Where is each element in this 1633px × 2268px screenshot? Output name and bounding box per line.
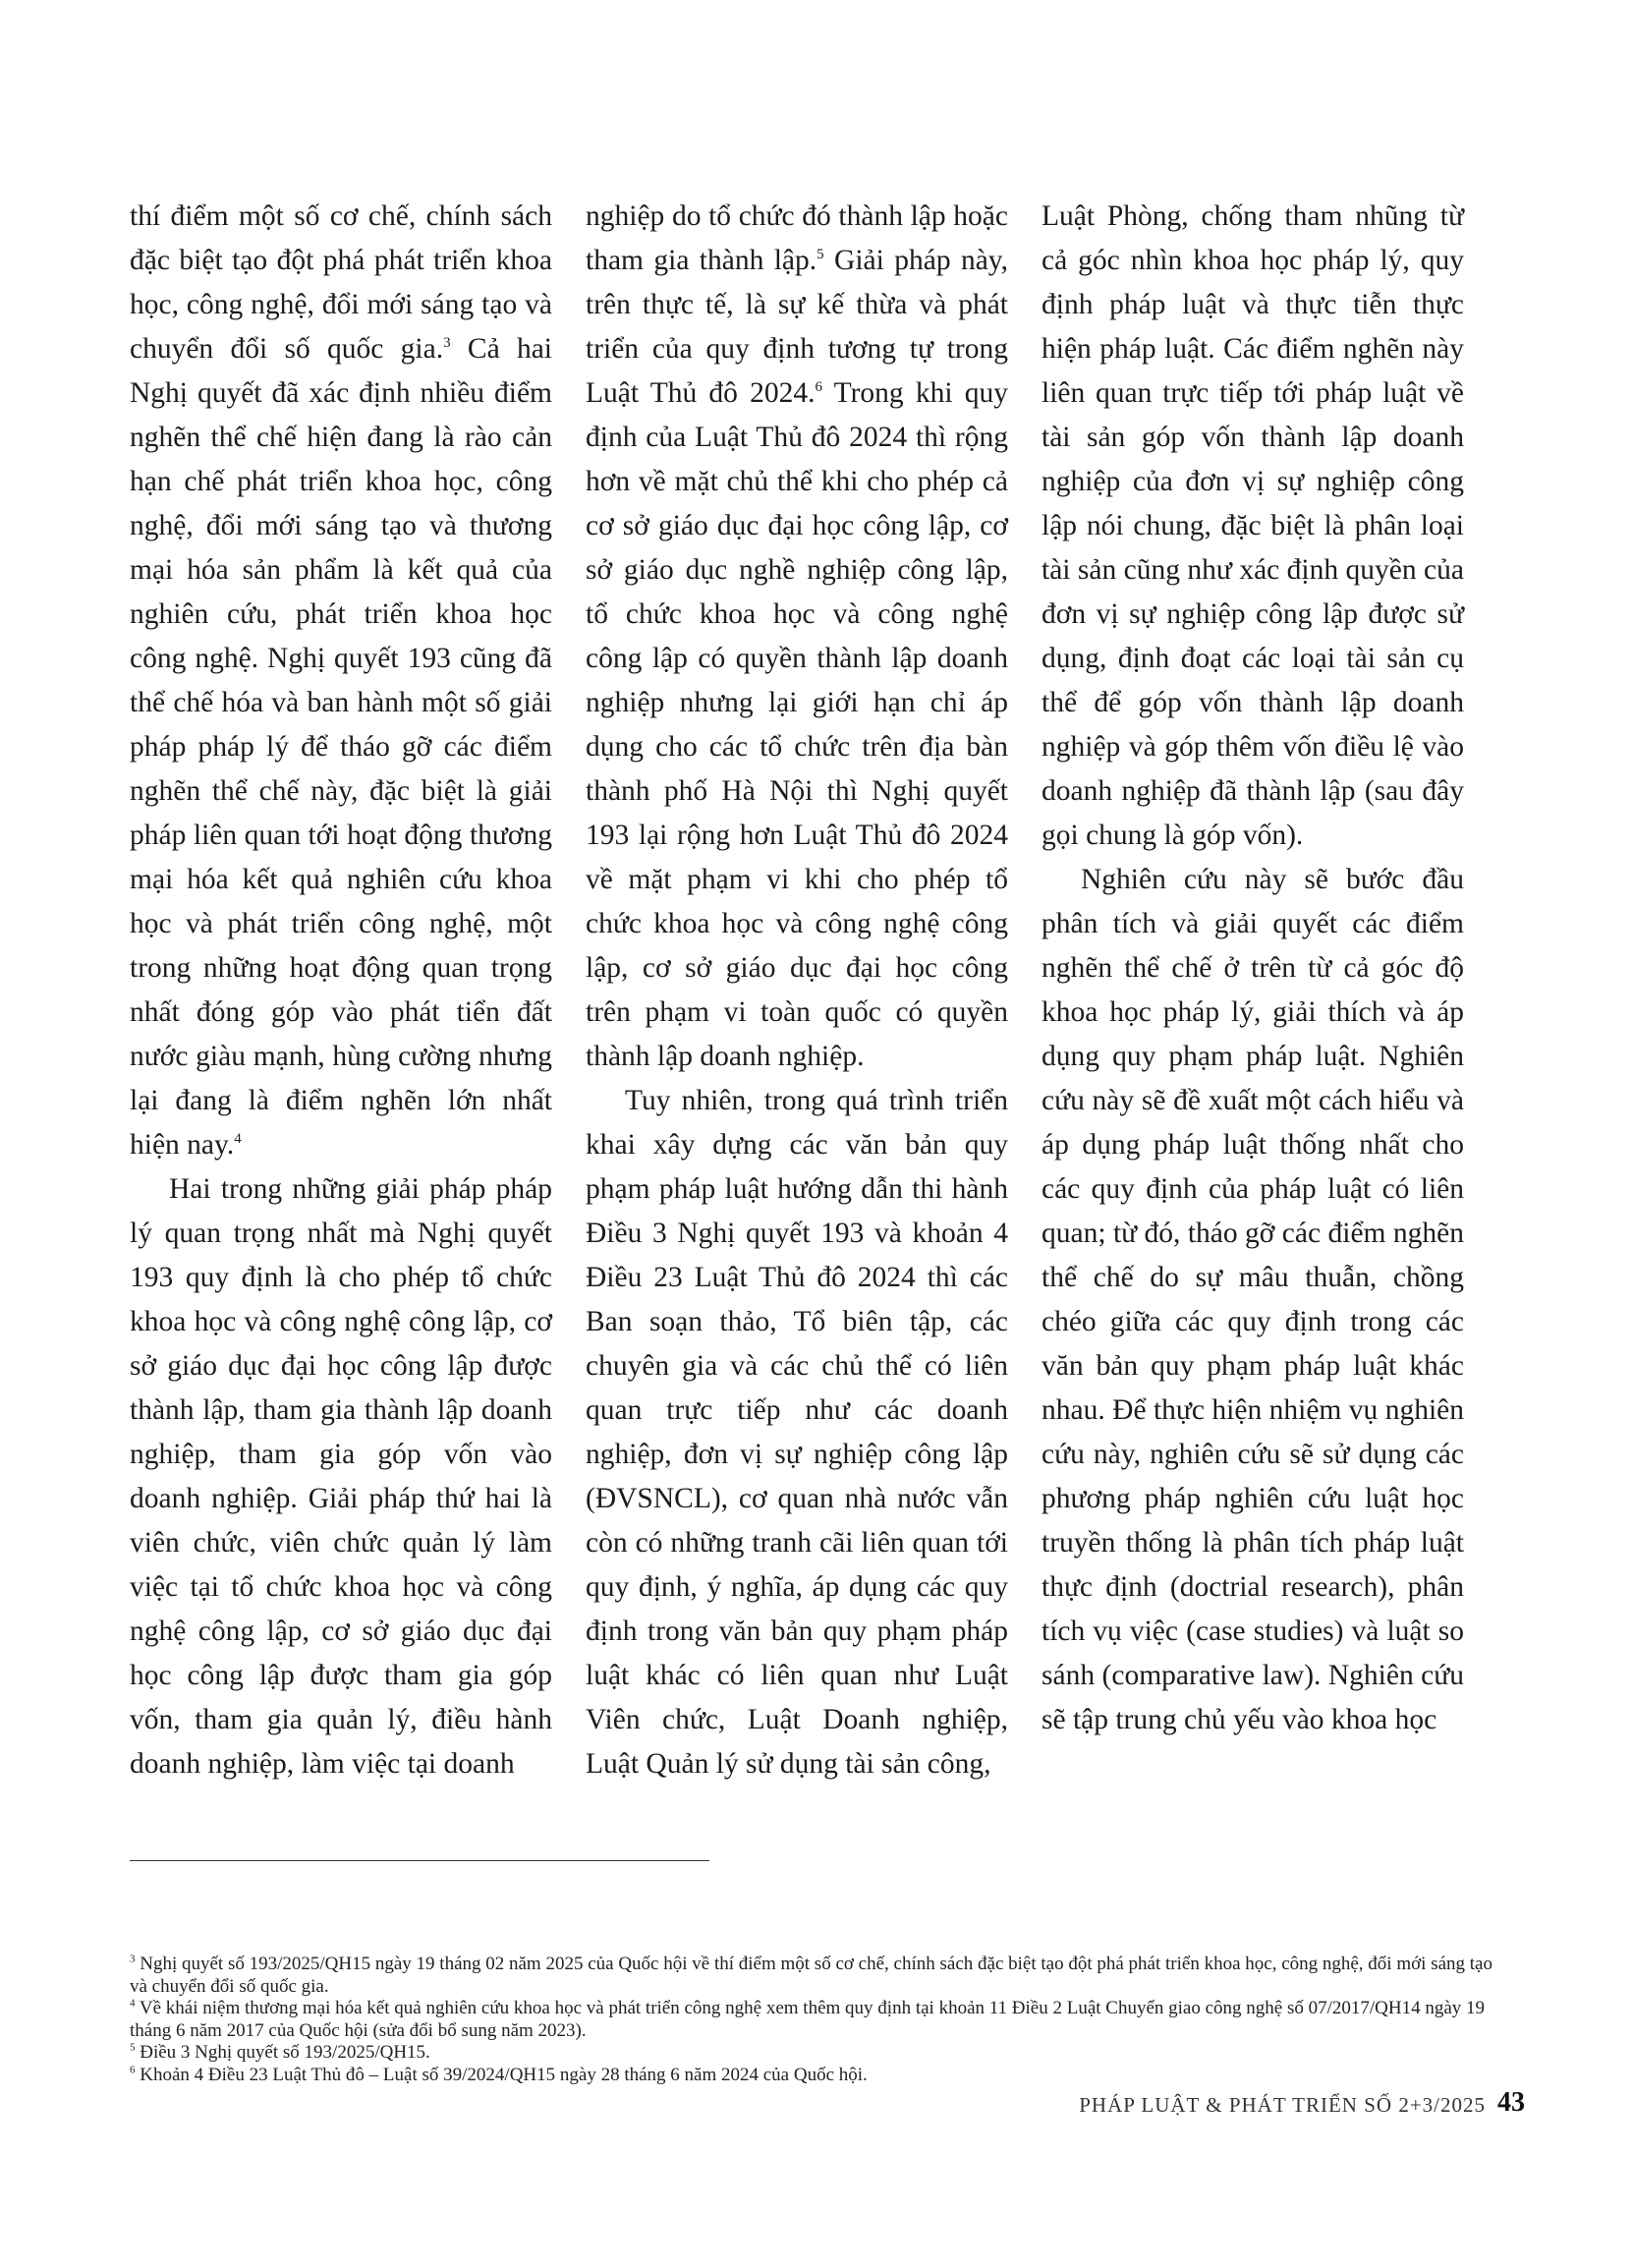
footnote-number: 5 (130, 2041, 136, 2054)
footnote-text: Về khái niệm thương mại hóa kết quả nghiên cứu khoa học và phát triển công nghệ xem thêm quy định tại khoản 11 Điều 2 Luật Chuyển giao công nghệ số 07/2017/QH14 ngày 19 tháng 6 năm 2017 của Quốc hội (sửa đổi bổ sung năm 2023). (130, 1998, 1486, 2041)
footnote-ref[interactable]: 6 (815, 379, 822, 396)
paragraph (586, 195, 1008, 1079)
paragraph: Nghiên cứu này sẽ bước đầu phân tích và giải quyết các điểm nghẽn thể chế ở trên từ cả góc độ khoa học pháp lý, giải thích và áp dụng quy phạm pháp luật. Nghiên cứu này sẽ đề xuất một cách hiểu và áp dụng pháp luật thống nhất cho các quy định của pháp luật có liên quan; từ đó, tháo gỡ các điểm nghẽn thể chế do sự mâu thuẫn, chồng chéo giữa các quy định trong các văn bản quy phạm pháp luật khác nhau. Để thực hiện nhiệm vụ nghiên cứu này, nghiên cứu sẽ sử dụng các phương pháp nghiên cứu luật học truyền thống là phân tích pháp luật thực định (doctrial research), phân tích vụ việc (case studies) và luật so sánh (comparative law). Nghiên cứu sẽ tập trung chủ yếu vào khoa học (1042, 864, 1464, 1735)
text-column-1 (130, 195, 552, 1786)
page-number: 43 (1497, 2087, 1525, 2118)
paragraph-text: Cả hai Nghị quyết đã xác định nhiều điểm nghẽn thể chế hiện đang là rào cản hạn chế phát triển khoa học, công nghệ, đổi mới sáng tạo và thương mại hóa sản phẩm là kết quả của nghiên cứu, phát triển khoa học công nghệ. Nghị quyết 193 cũng đã thể chế hóa và ban hành một số giải pháp pháp lý để tháo gỡ các điểm nghẽn thể chế này, đặc biệt là giải pháp liên quan tới hoạt động thương mại hóa kết quả nghiên cứu khoa học và phát triển công nghệ, một trong những hoạt động quan trọng nhất đóng góp vào phát tiển đất nước giàu mạnh, hùng cường nhưng lại đang là điểm nghẽn lớn nhất hiện nay. (130, 333, 553, 1161)
footnote-text: Khoản 4 Điều 23 Luật Thủ đô – Luật số 39/2024/QH15 ngày 28 tháng 6 năm 2024 của Quốc hội. (135, 2064, 868, 2085)
paragraph: Luật Phòng, chống tham nhũng từ cả góc nhìn khoa học pháp lý, quy định pháp luật và thực tiễn thực hiện pháp luật. Các điểm nghẽn này liên quan trực tiếp tới pháp luật về tài sản góp vốn thành lập doanh nghiệp của đơn vị sự nghiệp công lập nói chung, đặc biệt là phân loại tài sản cũng như xác định quyền của đơn vị sự nghiệp công lập được sử dụng, định đoạt các loại tài sản cụ thể để góp vốn thành lập doanh nghiệp và góp thêm vốn điều lệ vào doanh nghiệp đã thành lập (sau đây gọi chung là góp vốn). (1042, 200, 1464, 851)
footnote-text: Nghị quyết số 193/2025/QH15 ngày 19 tháng 02 năm 2025 của Quốc hội về thí điểm một số cơ chế, chính sách đặc biệt tạo đột phá phát triển khoa học, công nghệ, đổi mới sáng tạo và chuyển đổi số quốc gia. (130, 1954, 1492, 1997)
footnote-number: 4 (130, 1997, 136, 2010)
footnote (130, 2042, 1505, 2065)
footnote (130, 1998, 1505, 2042)
text-column-2 (586, 195, 1008, 1786)
footnote-number: 3 (130, 1953, 136, 1965)
paragraph: Tuy nhiên, trong quá trình triển khai xây dựng các văn bản quy phạm pháp luật hướng dẫn thi hành Điều 3 Nghị quyết 193 và khoản 4 Điều 23 Luật Thủ đô 2024 thì các Ban soạn thảo, Tổ biên tập, các chuyên gia và các chủ thể có liên quan trực tiếp như các doanh nghiệp, đơn vị sự nghiệp công lập (ĐVSNCL), cơ quan nhà nước vẫn còn có những tranh cãi liên quan tới quy định, ý nghĩa, áp dụng các quy định trong văn bản quy phạm pháp luật khác có liên quan như Luật Viên chức, Luật Doanh nghiệp, Luật Quản lý sử dụng tài sản công, (586, 1085, 1008, 1780)
footnote-divider (130, 1860, 709, 1861)
paragraph: Hai trong những giải pháp pháp lý quan trọng nhất mà Nghị quyết 193 quy định là cho phép tổ chức khoa học và công nghệ công lập, cơ sở giáo dục đại học công lập được thành lập, tham gia thành lập doanh nghiệp, tham gia góp vốn vào doanh nghiệp. Giải pháp thứ hai là viên chức, viên chức quản lý làm việc tại tổ chức khoa học và công nghệ công lập, cơ sở giáo dục đại học công lập được tham gia góp vốn, tham gia quản lý, điều hành doanh nghiệp, làm việc tại doanh (130, 1173, 552, 1780)
footnote-ref[interactable]: 4 (234, 1131, 242, 1148)
footnote-ref[interactable]: 5 (816, 247, 824, 263)
footnote-number: 6 (130, 2064, 136, 2076)
footnote (130, 2065, 1505, 2087)
paragraph (130, 195, 552, 1167)
footnote (130, 1954, 1505, 1998)
journal-footer: PHÁP LUẬT & PHÁT TRIỂN SỐ 2+3/2025 (1079, 2093, 1486, 2117)
footnote-ref[interactable]: 3 (443, 335, 451, 352)
paragraph-text: nghiệp do tổ chức đó thành lập hoặc tham gia thành lập. (586, 200, 1008, 276)
footnote-text: Điều 3 Nghị quyết số 193/2025/QH15. (135, 2042, 430, 2063)
paragraph-text: Trong khi quy định của Luật Thủ đô 2024 thì rộng hơn về mặt chủ thể khi cho phép cả cơ sở giáo dục đại học công lập, cơ sở giáo dục nghề nghiệp công lập, tổ chức khoa học và công nghệ công lập có quyền thành lập doanh nghiệp nhưng lại giới hạn chỉ áp dụng cho các tổ chức trên địa bàn thành phố Hà Nội thì Nghị quyết 193 lại rộng hơn Luật Thủ đô 2024 về mặt phạm vi khi cho phép tổ chức khoa học và công nghệ công lập, cơ sở giáo dục đại học công trên phạm vi toàn quốc có quyền thành lập doanh nghiệp. (586, 377, 1008, 1072)
paragraph-text: Giải pháp này, trên thực tế, là sự kế thừa và phát triển của quy định tương tự trong Luật Thủ đô 2024. (586, 245, 1009, 409)
text-column-3 (1042, 195, 1464, 1742)
paragraph-text: thí điểm một số cơ chế, chính sách đặc biệt tạo đột phá phát triển khoa học, công nghệ, đổi mới sáng tạo và chuyển đổi số quốc gia. (130, 200, 552, 365)
footnotes (130, 1954, 1505, 2086)
